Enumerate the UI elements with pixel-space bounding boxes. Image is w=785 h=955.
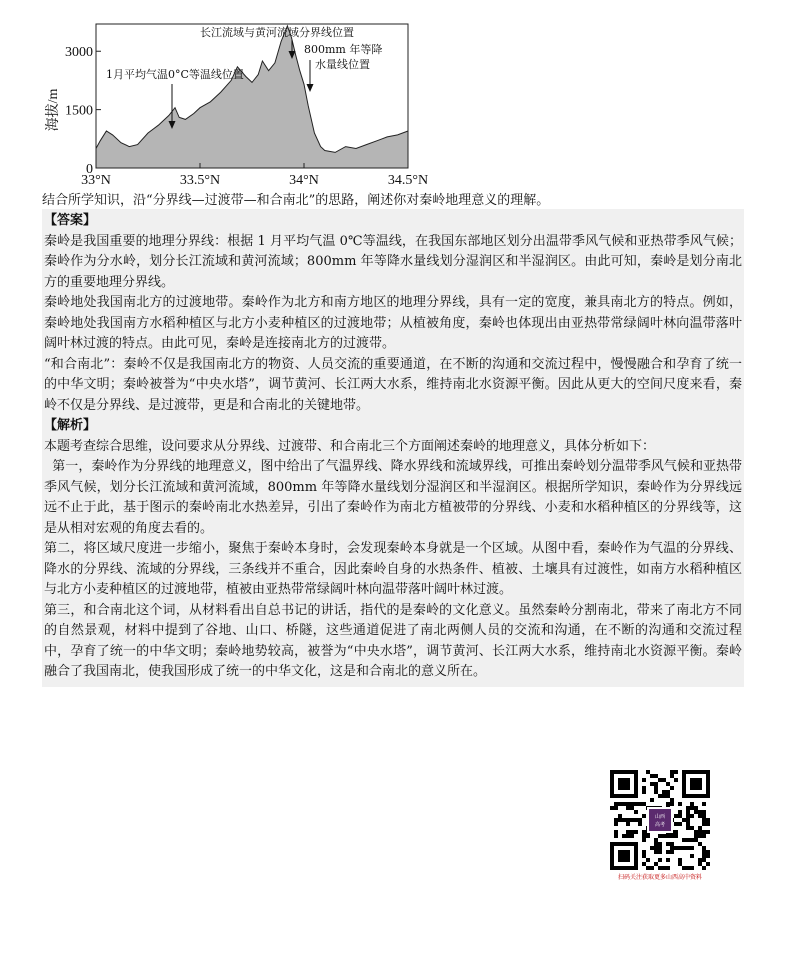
qr-module [642,802,646,806]
qr-module [642,838,646,842]
qr-module [678,802,682,806]
y-axis-label: 海拔/m [46,88,61,132]
qr-module [698,810,702,814]
qr-module [630,806,634,810]
qr-module [666,834,670,838]
qr-module [618,802,622,806]
qr-module [690,826,694,830]
qr-module [694,838,698,842]
qr-module [690,846,694,850]
y-tick-label: 3000 [65,45,93,61]
qr-module [686,826,690,830]
qr-module [702,810,706,814]
qr-module [658,858,662,862]
x-tick-label: 33°N [81,173,111,188]
x-tick-label: 34°N [289,173,319,188]
qr-module [614,822,618,826]
qr-module [678,862,682,866]
qr-module [678,822,682,826]
x-tick-label: 33.5°N [179,173,221,188]
qr-module [690,838,694,842]
qr-module [622,834,626,838]
qr-module [666,802,670,806]
qr-module [682,866,686,870]
qr-module [682,818,686,822]
qr-module [698,842,702,846]
qr-module [614,806,618,810]
qr-module [642,830,646,834]
qr-module [670,850,674,854]
qr-module [642,814,646,818]
qr-module [642,862,646,866]
qr-module [626,834,630,838]
qr-center-badge [648,808,672,832]
qr-module [686,810,690,814]
qr-module [682,846,686,850]
qr-module [650,846,654,850]
qr-module [626,818,630,822]
qr-module [654,774,658,778]
qr-module [694,810,698,814]
annotation-precip-line-1: 800mm 年等降 [304,43,383,56]
qr-module [614,834,618,838]
qr-module [702,814,706,818]
qr-module [650,782,654,786]
qr-module [706,862,710,866]
qr-module [622,802,626,806]
qr-module [658,794,662,798]
qr-module [674,846,678,850]
qr-module [662,866,666,870]
qr-module [706,822,710,826]
qr-module [614,802,618,806]
qr-module [630,818,634,822]
qr-module [658,842,662,846]
qr-module [698,862,702,866]
qr-module [698,834,702,838]
qr-module [686,806,690,810]
qr-module [702,818,706,822]
qr-module [686,838,690,842]
qr-module [694,830,698,834]
qr-module [666,858,670,862]
qr-module [662,790,666,794]
qr-module [654,850,658,854]
qr-module [694,834,698,838]
qr-module [618,818,622,822]
qr-module [670,802,674,806]
qr-module [690,802,694,806]
qr-module [666,866,670,870]
qr-module [678,810,682,814]
qr-module [626,802,630,806]
qr-module [702,802,706,806]
qr-module [626,822,630,826]
qr-module [642,834,646,838]
answer-paragraph-2: 秦岭地处我国南北方的过渡地带。秦岭作为北方和南方地区的地理分界线，具有一定的宽度，兼具南北方的特点。例如，秦岭地处我国南方水稻种植区与北方小麦种植区的过渡地带；从植被角度，秦岭也体现出由亚热带常绿阔叶林向温带落叶阔叶林过渡的特点。由此可见，秦岭是连接南北方的过渡带。 [44,295,742,351]
qr-module [654,862,658,866]
qr-module [626,830,630,834]
annotation-precip-line-2: 水量线位置 [315,58,370,71]
qr-module [626,806,630,810]
x-tick-label: 34.5°N [387,173,429,188]
question-text: 结合所学知识，沿“分界线—过渡带—和合南北”的思路，阐述你对秦岭地理意义的理解。 [42,193,550,208]
qr-module [702,822,706,826]
qr-module [670,846,674,850]
qr-module [654,782,658,786]
qr-code[interactable] [610,770,710,870]
qr-module [654,838,658,842]
qr-module [670,774,674,778]
qr-module [686,814,690,818]
qr-module [706,830,710,834]
qr-module [630,830,634,834]
qr-module [658,778,662,782]
qr-module [674,822,678,826]
qr-module [642,790,646,794]
qr-module [698,858,702,862]
analysis-paragraph-2: 第一，秦岭作为分界线的地理意义，图中给出了气温界线、降水界线和流域界线，可推出秦岭划分温带季风气候和亚热带季风气候，划分长江流域和黄河流域，800mm 年等降水量线划分湿润区和半湿润区。根据所学知识，秦岭作为分界线远远不止于此，基于图示的秦岭南北水热差异，引出了秦岭作为南北方植被带的分界线、小麦和水稻种植区的分界线等，这是从相对宏观的角度去看的。 [44,459,742,536]
qr-module [706,854,710,858]
qr-module [702,846,706,850]
qr-module [674,830,678,834]
qr-module [638,802,642,806]
analysis-heading: 【解析】 [44,418,97,433]
qr-module [666,794,670,798]
qr-module [642,778,646,782]
qr-module [646,834,650,838]
qr-module [670,798,674,802]
qr-module [698,826,702,830]
qr-finder-pattern [618,778,630,790]
qr-module [686,822,690,826]
qr-module [694,806,698,810]
qr-module [666,782,670,786]
qr-module [634,802,638,806]
qr-module [670,834,674,838]
qr-center-text-2: 高考 [654,822,666,828]
qr-module [702,866,706,870]
elevation-profile-figure [40,18,430,190]
qr-module [650,798,654,802]
qr-module [630,834,634,838]
qr-module [690,866,694,870]
answer-analysis-block [42,209,744,687]
qr-module [674,770,678,774]
elevation-chart [40,18,430,190]
qr-module [690,814,694,818]
qr-finder-pattern [690,778,702,790]
qr-center-text-1: 山西 [654,814,666,820]
qr-module [614,818,618,822]
qr-module [658,834,662,838]
qr-caption: 扫码关注获取更多山西高中资料 [617,874,702,881]
qr-module [622,818,626,822]
qr-module [638,818,642,822]
qr-module [646,858,650,862]
qr-module [638,822,642,826]
qr-module [674,834,678,838]
qr-module [646,770,650,774]
y-tick-label: 1500 [65,103,93,119]
qr-module [678,858,682,862]
qr-module [686,818,690,822]
answer-paragraph-1: 秦岭是我国重要的地理分界线：根据 1 月平均气温 0℃等温线，在我国东部地区划分出温带季风气候和亚热带季风气候；秦岭作为分水岭，划分长江流域和黄河流域；800mm 年等降水量线划分湿润区和半湿润区。由此可知，秦岭是划分南北方的重要地理分界线。 [44,233,742,290]
qr-module [634,810,638,814]
qr-module [658,850,662,854]
qr-module [674,814,678,818]
qr-module [654,842,658,846]
qr-module [650,774,654,778]
qr-module [666,790,670,794]
qr-module [698,830,702,834]
qr-module [642,854,646,858]
qr-finder-pattern [618,850,630,862]
qr-module [650,866,654,870]
qr-module [702,830,706,834]
qr-module [610,806,614,810]
annotation-temp-line: 1月平均气温0°C等温线位置 [106,68,244,81]
annotation-precip-arrowhead [307,84,314,92]
qr-module [706,850,710,854]
qr-module [674,778,678,782]
analysis-paragraph-1: 本题考查综合思维，设问要求从分界线、过渡带、和合南北三个方面阐述秦岭的地理意义，具体分析如下： [44,438,656,454]
qr-module [706,818,710,822]
qr-module [670,770,674,774]
analysis-paragraph-4: 第三，和合南北这个词，从材料看出自总书记的讲话，指代的是秦岭的文化意义。虽然秦岭分割南北，带来了南北方不同的自然景观，材料中提到了谷地、山口、桥隧，这些通道促进了南北两侧人员的交流和沟通，在不断的沟通和交流过程中，孕育了统一的中华文明；秦岭地势较高，被誉为“中央水塔”，调节黄河、长江两大水系，维持南北水资源平衡。秦岭融合了我国南北，使我国形成了统一的中华文化，这是和合南北的意义所在。 [44,602,742,679]
y-tick-label: 0 [86,162,93,177]
qr-module [690,854,694,858]
qr-module [678,814,682,818]
qr-module [658,846,662,850]
qr-module [662,778,666,782]
annotation-basin-line: 长江流域与黄河流域分界线位置 [200,26,354,39]
qr-module [646,866,650,870]
qr-module [642,850,646,854]
qr-module [634,818,638,822]
qr-module [670,842,674,846]
qr-module [690,806,694,810]
qr-module [642,786,646,790]
qr-module [686,866,690,870]
qr-module [634,830,638,834]
qr-module [670,786,674,790]
qr-module [662,834,666,838]
qr-module [654,786,658,790]
qr-module [630,802,634,806]
qr-module [654,790,658,794]
analysis-paragraph-3: 第二，将区域尺度进一步缩小，聚焦于秦岭本身时，会发现秦岭本身就是一个区域。从图中看，秦岭作为气温的分界线、降水的分界线、流域的分界线，三条线并不重合，因此秦岭自身的水热条件、植被、土壤具有过渡性，如南方水稻种植区与北方小麦种植区的过渡地带，植被由亚热带常绿阔叶林向温带落叶阔叶林过渡。 [44,541,742,597]
qr-module [686,846,690,850]
qr-module [678,846,682,850]
qr-module [702,854,706,858]
qr-module [702,850,706,854]
qr-module [702,858,706,862]
qr-module [658,866,662,870]
answer-paragraph-3: “和合南北”：秦岭不仅是我国南北方的物资、人员交流的重要通道，在不断的沟通和交流过程中，慢慢融合和孕育了统一的中华文明；秦岭被誉为“中央水塔”，调节黄河、长江两大水系，维持南北水资源平衡。因此从更大的空间尺度来看，秦岭不仅是分界线、是过渡带，更是和合南北的关键地带。 [44,356,742,413]
qr-module [614,830,618,834]
answer-heading: 【答案】 [44,213,97,228]
qr-module [666,850,670,854]
qr-module [618,814,622,818]
qr-module [666,842,670,846]
qr-module [682,838,686,842]
qr-module [698,814,702,818]
qr-module [702,834,706,838]
qr-module [662,794,666,798]
qr-module [654,846,658,850]
qr-code-graphic [610,770,710,870]
